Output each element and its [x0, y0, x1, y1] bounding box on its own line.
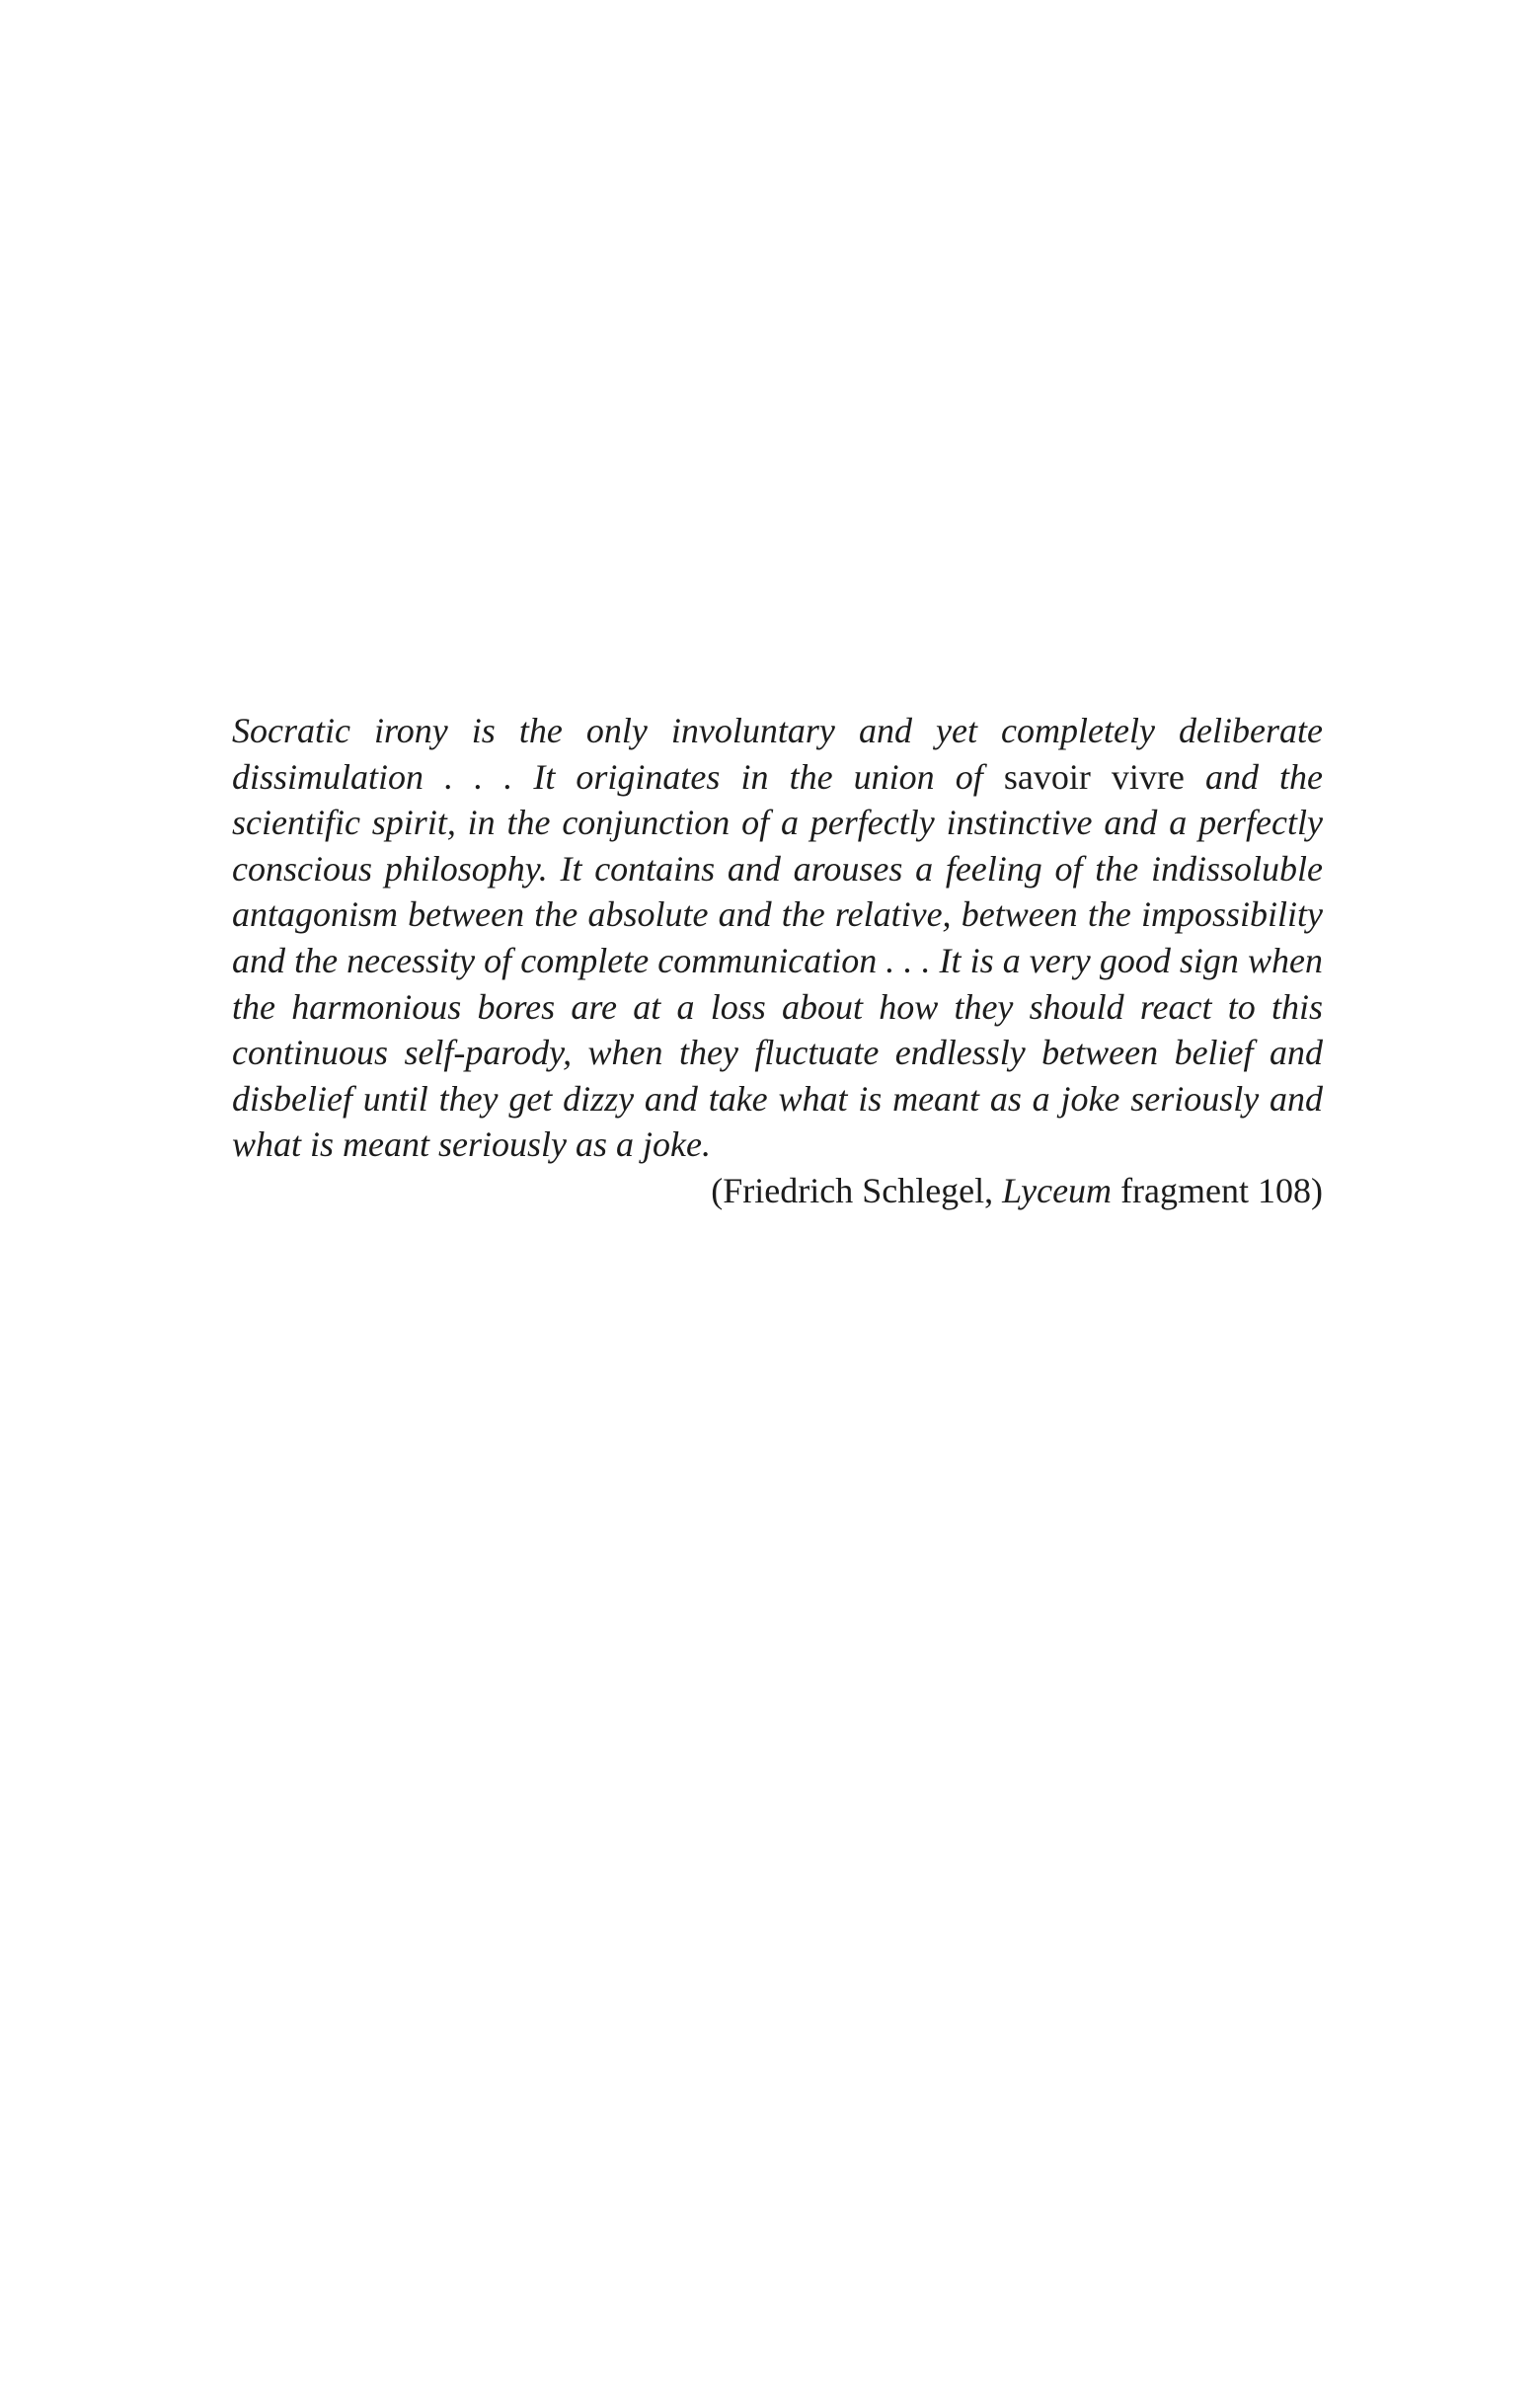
- quote-line: the harmonious bores are at a loss about how they should react to this: [232, 986, 1323, 1027]
- quote-line: and the necessity of complete communication . . . It is a very good sign when: [232, 940, 1323, 980]
- roman-phrase: savoir vivre: [1003, 756, 1185, 797]
- quote-line: what is meant seriously as a joke.: [232, 1124, 711, 1165]
- attribution-work: Lyceum: [1002, 1170, 1113, 1210]
- quote-line-tail: and the: [1204, 756, 1324, 797]
- quote-line: [232, 754, 1323, 801]
- attribution-suffix: fragment 108): [1112, 1170, 1323, 1210]
- quote-line: conscious philosophy. It contains and arouses a feeling of the indissoluble: [232, 848, 1323, 889]
- quote-line-text: dissimulation . . . It originates in the union of: [232, 756, 983, 797]
- quote-line: disbelief until they get dizzy and take what is meant as a joke seriously and: [232, 1078, 1323, 1119]
- epigraph-quote: [232, 708, 1323, 1214]
- quote-line: Socratic irony is the only involuntary and yet completely deliberate: [232, 711, 1323, 750]
- quote-line: continuous self-parody, when they fluctuate endlessly between belief and: [232, 1033, 1323, 1073]
- attribution: [232, 1168, 1323, 1214]
- attribution-prefix: (Friedrich Schlegel,: [711, 1170, 1003, 1210]
- quote-line: antagonism between the absolute and the relative, between the impossibility: [232, 894, 1323, 935]
- quote-line: scientific spirit, in the conjunction of a perfectly instinctive and a perfectly: [232, 803, 1323, 843]
